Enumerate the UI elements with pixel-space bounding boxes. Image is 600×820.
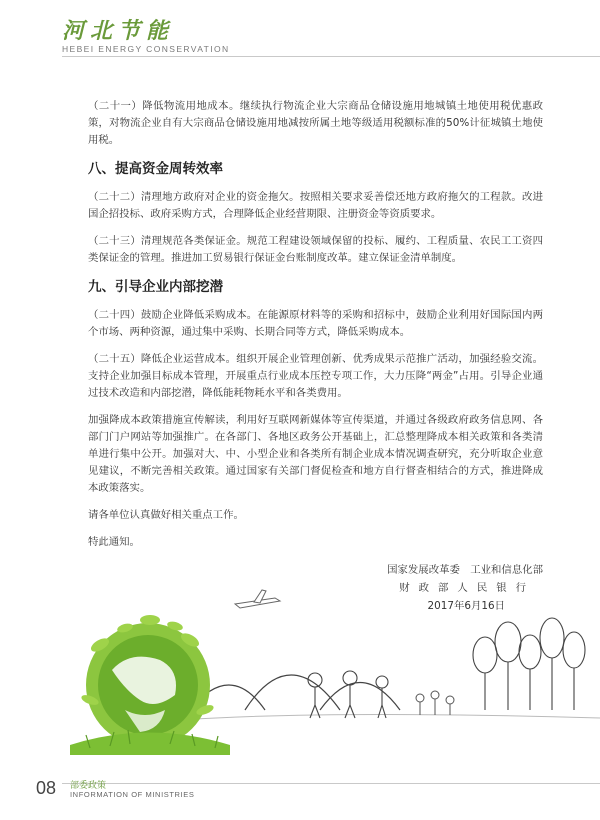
masthead bbox=[62, 20, 230, 54]
paragraph-22: （二十二）清理地方政府对企业的资金拖欠。按照相关要求妥善偿还地方政府拖欠的工程款。改进国企招投标、政府采购方式，合理降低企业经营期限、注册资金等资质要求。 bbox=[88, 191, 543, 220]
paragraph-25: （二十五）降低企业运营成本。组织开展企业管理创新、优秀成果示范推广活动，加强经验交流。支持企业加强目标成本管理，开展重点行业成本压控专项工作，大力压降“两金”占用。引导企业通过技术改造和内部挖潜，降低能耗物耗水平和各类费用。 bbox=[88, 353, 543, 399]
article-body bbox=[88, 98, 543, 615]
section-heading-8: 八、提高资金周转效率 bbox=[88, 161, 223, 177]
paragraph-23: （二十三）清理规范各类保证金。规范工程建设领域保留的投标、履约、工程质量、农民工工资四类保证金的管理。推进加工贸易银行保证金台账制度改革。建立保证金清单制度。 bbox=[88, 235, 543, 264]
paragraph-request: 请各单位认真做好相关重点工作。 bbox=[88, 509, 244, 521]
signatory-line-2: 财政部人民银行 bbox=[399, 582, 535, 594]
footer-divider bbox=[62, 783, 600, 784]
issue-date: 2017年6月16日 bbox=[427, 600, 505, 612]
magazine-logo-english: HEBEI ENERGY CONSERVATION bbox=[62, 44, 230, 54]
header-divider bbox=[62, 56, 600, 57]
signatory-line-1: 国家发展改革委 工业和信息化部 bbox=[387, 564, 543, 576]
section-heading-9: 九、引导企业内部挖潜 bbox=[88, 279, 223, 295]
paragraph-notice: 特此通知。 bbox=[88, 536, 140, 548]
paragraph-publicity: 加强降成本政策措施宣传解读，利用好互联网新媒体等宣传渠道，并通过各级政府政务信息网、各部门门户网站等加强推广。在各部门、各地区政务公开基础上，汇总整理降成本相关政策和各类清单进行集中公开。加强对大、中、小型企业和各类所有制企业成本情况调查研究，充分听取企业意见建议，不断完善相关政策。通过国家有关部门督促检查和地方自行督查相结合的方式，推进降成本政策落实。 bbox=[88, 414, 543, 494]
paragraph-21: （二十一）降低物流用地成本。继续执行物流企业大宗商品仓储设施用地城镇土地使用税优惠政策，对物流企业自有大宗商品仓储设施用地减按所属土地等级适用税额标准的50%计征城镇土地使用税。 bbox=[88, 100, 543, 146]
footer-section-title-english: INFORMATION OF MINISTRIES bbox=[70, 790, 195, 799]
footer-section-title: 部委政策 bbox=[70, 781, 107, 791]
paragraph-24: （二十四）鼓励企业降低采购成本。在能源原材料等的采购和招标中，鼓励企业利用好国际国内两个市场、两种资源，通过集中采购、长期合同等方式，降低采购成本。 bbox=[88, 309, 543, 338]
green-globe-illustration bbox=[30, 560, 600, 775]
magazine-logo: 河北节能 bbox=[62, 18, 175, 44]
page-number: 08 bbox=[36, 778, 57, 798]
